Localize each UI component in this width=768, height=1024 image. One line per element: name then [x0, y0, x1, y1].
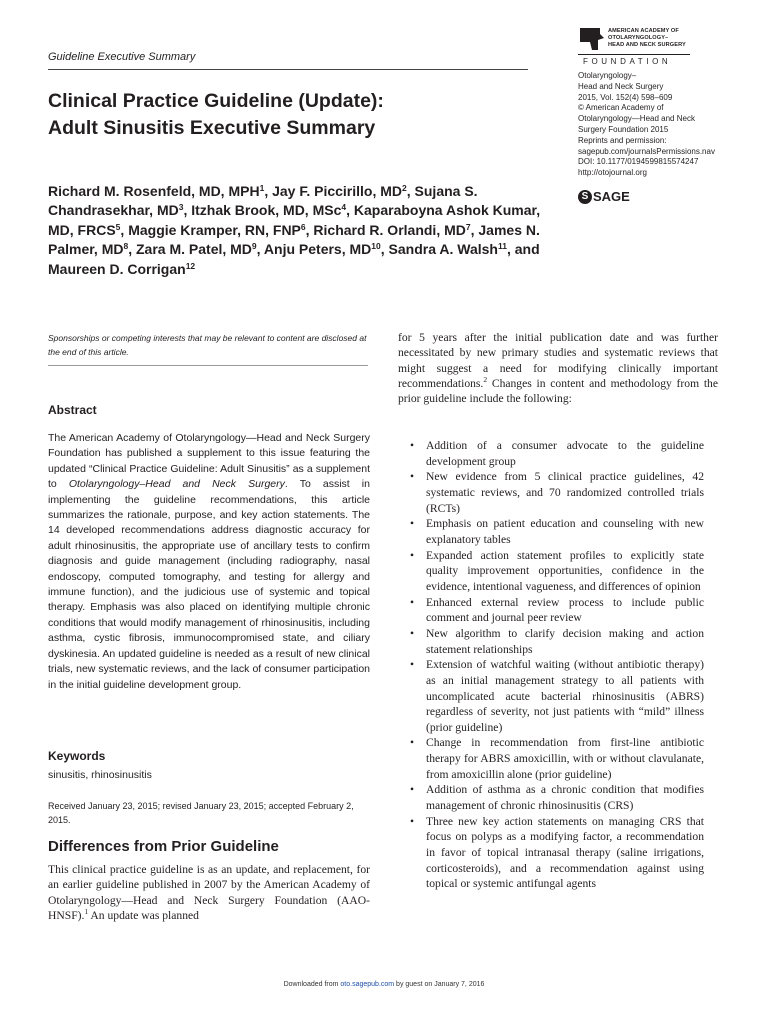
sage-mark-icon: S — [578, 190, 592, 204]
running-header: Guideline Executive Summary — [48, 51, 196, 63]
logo-rule — [578, 54, 690, 55]
changes-list — [408, 438, 704, 892]
author-affiliation-ref: 2 — [402, 183, 407, 193]
author-affiliation-ref: 4 — [341, 202, 347, 213]
sponsorship-rule — [48, 365, 368, 366]
section-heading: Differences from Prior Guideline — [48, 838, 279, 855]
header-rule — [48, 69, 528, 70]
author-name: Sandra A. Walsh — [388, 241, 498, 258]
logo-foundation: FOUNDATION — [583, 57, 672, 66]
meta-line: Otolaryngology—Head and Neck — [578, 114, 695, 124]
meta-line: DOI: 10.1177/0194599815574247 — [578, 157, 699, 167]
meta-line: © American Academy of — [578, 103, 664, 113]
logo-line-1: AMERICAN ACADEMY OF — [608, 28, 679, 34]
list-item: • New algorithm to clarify decision making and action statement relationships — [408, 626, 704, 657]
continued-paragraph: for 5 years after the initial publication date and was further necessitated by new primary studies and systematic reviews that might suggest a need for modifying clinically important recommendations.$^2$ Changes in content and methodology from the prior guideline include the following: — [398, 331, 718, 406]
abstract-journal-name: Otolaryngology–Head and Neck Surgery — [68, 478, 285, 491]
sage-text: SAGE — [593, 189, 630, 205]
page-title — [48, 88, 568, 142]
list-item: • Addition of asthma as a chronic condition that modifies management of chronic rhinosinusitis (CRS) — [408, 782, 704, 813]
list-item: • Three new key action statements on managing CRS that focus on polyps as a modifying factor, a recommendation in favor of topical intranasal therapy (saline irrigations, corticosteroids), and a recommendation against using topical or systemic antifungal agents — [408, 814, 704, 892]
author-affiliation-ref: 1 — [259, 183, 265, 193]
author-affiliation-ref: 3 — [178, 202, 184, 213]
list-item: • Extension of watchful waiting (without antibiotic therapy) as an initial management strategy to all patients with uncomplicated acute bacterial rhinosinusitis (ABRS) regardless of severity, not just patients with “mild” illness (prior guideline) — [408, 657, 704, 735]
foundation-logo — [578, 24, 728, 68]
received-dates: Received January 23, 2015; revised January 23, 2015; accepted February 2, 2015. — [48, 801, 354, 825]
author-name: Zara M. Patel, MD — [136, 241, 252, 258]
author-affiliation-ref: 8 — [123, 241, 129, 252]
author-name: Maggie Kramper, RN, FNP — [128, 221, 301, 238]
author-affiliation-ref: 5 — [115, 221, 121, 232]
list-item: • Emphasis on patient education and counseling with new explanatory tables — [408, 516, 704, 547]
author-name: Richard R. Orlandi, MD — [313, 221, 466, 238]
meta-line: sagepub.com/journalsPermissions.nav — [578, 146, 715, 156]
abstract-heading: Abstract — [48, 403, 97, 417]
title-line-1: Clinical Practice Guideline (Update): — [48, 90, 384, 112]
author-name: Itzhak Brook, MD, MSc — [191, 202, 342, 219]
list-item: • Change in recommendation from first-line antibiotic therapy for ABRS amoxicillin, with or without clavulanate, from amoxicillin alone (prior guideline) — [408, 735, 704, 782]
author-affiliation-ref: 9 — [251, 241, 257, 252]
author-name: Richard M. Rosenfeld, MD, MPH — [48, 183, 260, 199]
citation-ref: 1 — [84, 907, 89, 917]
keywords-heading: Keywords — [48, 749, 106, 763]
differences-paragraph: This clinical practice guideline is as an update, and replacement, for an earlier guideline published in 2007 by the American Academy of Otolaryngology—Head and Neck Surgery Foundation (AAO-HNSF).$^1$ An update was planned — [48, 863, 370, 922]
logo-mark-icon — [578, 26, 604, 52]
meta-line: http://otojournal.org — [578, 168, 647, 178]
author-affiliation-ref: 11 — [497, 241, 507, 252]
author-affiliation-ref: 7 — [465, 221, 471, 232]
author-affiliation-ref: 10 — [371, 241, 381, 252]
logo-line-2: OTOLARYNGOLOGY– — [608, 35, 669, 41]
meta-line: 2015, Vol. 152(4) 598–609 — [578, 92, 673, 102]
footer-link[interactable]: oto.sagepub.com — [340, 981, 395, 988]
sage-logo — [578, 188, 630, 206]
author-name: James N. Palmer, MD — [48, 221, 540, 258]
meta-line: Head and Neck Surgery — [578, 81, 664, 91]
author-affiliation-ref: 6 — [300, 221, 306, 232]
author-affiliation-ref: 12 — [185, 260, 196, 271]
list-item: • Enhanced external review process to include public comment and journal peer review — [408, 595, 704, 626]
download-footer: Downloaded from oto.sagepub.com by guest on January 7, 2016 — [283, 981, 485, 988]
author-list: Richard M. Rosenfeld, MD, MPH$^1$, Jay F. Piccirillo, $MD^2$, Sujana S. Chandrasekhar, $MD^3$, Itzhak Brook, MD, MSc$^4$, Kaparaboyna Ashok Kumar, MD, FRCS$^5$, Maggie Kramper, RN, FNP$^6$, Richard R. Orlandi, $MD^7$, James N. Palmer, $MD^8$, Zara M. Patel, $MD^9$, Anju Peters, MD$^{10}$, Sandra A. Walsh$^{11}$, and Maureen D. Corrigan$^{12}$ — [48, 183, 541, 277]
keywords-text: sinusitis, rhinosinusitis — [48, 769, 152, 781]
meta-line: Reprints and permission: — [578, 135, 667, 145]
journal-meta — [578, 71, 756, 179]
author-name: Maureen D. Corrigan — [48, 260, 186, 277]
author-name: Jay F. Piccirillo, MD — [272, 183, 403, 199]
logo-line-3: HEAD AND NECK SURGERY — [608, 42, 686, 48]
sponsorship-note: Sponsorships or competing interests that may be relevant to content are disclosed at the end of this article. — [48, 333, 367, 357]
author-name: Anju Peters, MD — [263, 241, 372, 258]
list-item: • New evidence from 5 clinical practice guidelines, 42 systematic reviews, and 70 randomized controlled trials (RCTs) — [408, 469, 704, 516]
author-name: Kaparaboyna Ashok Kumar, MD, FRCS — [48, 202, 541, 238]
citation-ref: 2 — [483, 375, 488, 385]
list-item: • Expanded action statement profiles to explicitly state quality improvement opportunities, confidence in the evidence, intentional vagueness, and differences of opinion — [408, 548, 704, 595]
meta-line: Surgery Foundation 2015 — [578, 124, 669, 134]
meta-line: Otolaryngology– — [578, 71, 637, 80]
author-name: Sujana S. Chandrasekhar, MD — [48, 183, 478, 219]
title-line-2: Adult Sinusitis Executive Summary — [48, 117, 376, 139]
list-item: • Addition of a consumer advocate to the guideline development group — [408, 438, 704, 469]
abstract-text: The American Academy of Otolaryngology—Head and Neck Surgery Foundation has published a supplement to this issue featuring the updated “Clinical Practice Guideline: Adult Sinusitis” as a supplement to Otolaryngology–Head and Neck Surgery. To assist in implementing the guideline recommendations, this article summarizes the rationale, purpose, and key action statements. The 14 developed recommendations address diagnostic accuracy for adult rhinosinusitis, the appropriate use of ancillary tests to confirm diagnosis and guide management (including radiography, nasal endoscopy, computed tomography, and testing for allergy and immune function), and the judicious use of systemic and topical therapy. Emphasis was also placed on identifying multiple chronic conditions that would modify management of rhinosinusitis, including asthma, cystic fibrosis, immunocompromised state, and ciliary dyskinesia. An updated guideline is needed as a result of new clinical trials, new systematic reviews, and the lack of consumer participation in the initial guideline development group. — [48, 432, 370, 691]
